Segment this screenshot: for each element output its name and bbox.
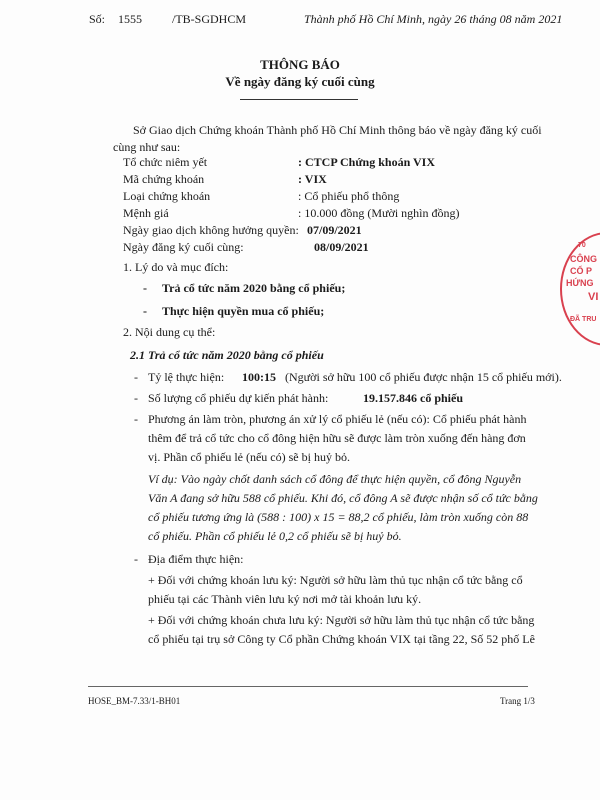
location-line-3: + Đối với chứng khoán chưa lưu ký: Người sở hữu làm thủ tục nhận cổ tức bằng [148,613,535,627]
field-value-par: : 10.000 đồng (Mười nghìn đồng) [298,206,460,220]
record-date-label: Ngày đăng ký cuối cùng: [123,240,244,254]
location-line-4: cổ phiếu tại trụ sở Công ty Cổ phần Chứng khoán VIX tại tầng 22, Số 52 phố Lê [148,632,535,646]
field-label-ticker: Mã chứng khoán [123,172,205,186]
location-line-2: phiếu tại các Thành viên lưu ký nơi mở tài khoản lưu ký. [148,592,422,606]
footer-form-code: HOSE_BM-7.33/1-BH01 [88,696,181,706]
bullet-dash: - [143,304,147,318]
page-subtitle: Về ngày đăng ký cuối cùng [225,74,375,89]
rounding-line-1: Phương án làm tròn, phương án xử lý cổ phiếu lẻ (nếu có): Cổ phiếu phát hành [148,412,527,426]
location-label: Địa điểm thực hiện: [148,552,244,566]
ratio-note: (Người sở hữu 100 cổ phiếu được nhận 15 cổ phiếu mới). [285,370,562,384]
company-seal-stamp [560,232,600,346]
bullet-dash: - [143,281,147,295]
intro-line-1: Sở Giao dịch Chứng khoán Thành phố Hồ Chí Minh thông báo về ngày đăng ký cuối [133,123,542,137]
location-line-1: + Đối với chứng khoán lưu ký: Người sở hữu làm thủ tục nhận cổ tức bằng cổ [148,573,523,587]
field-label-par: Mệnh giá [123,206,169,220]
place-date: Thành phố Hồ Chí Minh, ngày 26 tháng 08 năm 2021 [304,12,563,26]
intro-line-2: cùng như sau: [113,140,181,154]
field-value-issuer: : CTCP Chứng khoán VIX [298,155,436,169]
field-label-issuer: Tổ chức niêm yết [123,155,208,169]
rounding-line-3: vị. Phần cổ phiếu lẻ (nếu có) sẽ bị huỷ bỏ. [148,450,350,464]
rounding-line-2: thêm để trả cổ tức cho cổ đông hiện hữu sẽ được làm tròn xuống đến hàng đơn [148,431,526,445]
doc-number-label: Số: [89,12,106,26]
stamp-text: CỔ P [570,266,593,276]
ratio-value: 100:15 [242,370,276,384]
field-value-type: : Cổ phiếu phổ thông [298,189,400,203]
record-date-value: 08/09/2021 [314,240,369,254]
stamp-text: HỨNG [566,278,594,288]
stamp-text: 70 [578,242,586,249]
page-title: THÔNG BÁO [260,57,340,72]
example-line-2: Văn A đang sở hữu 588 cổ phiếu. Khi đó, cổ đông A sẽ được nhận số cổ tức bằng [148,491,538,505]
title-underline [240,99,358,100]
doc-code: /TB-SGDHCM [172,12,247,26]
purpose-dividend: Trả cổ tức năm 2020 bằng cổ phiếu; [162,281,346,295]
exright-date-label: Ngày giao dịch không hưởng quyền: [123,223,299,237]
field-label-type: Loại chứng khoán [123,189,211,203]
quantity-value: 19.157.846 cổ phiếu [363,391,464,405]
bullet-dash: - [134,552,138,566]
section-2-heading: 2. Nội dung cụ thể: [123,325,216,339]
stamp-text: CÔNG [570,254,597,264]
stamp-text: VI [588,291,599,303]
exright-date-value: 07/09/2021 [307,223,362,237]
bullet-dash: - [134,412,138,426]
footer-divider [88,686,528,687]
example-line-4: cổ phiếu. Phần cổ phiếu lẻ 0,2 cổ phiếu sẽ bị huỷ bỏ. [148,529,402,543]
stamp-text: ĐÃ TRU [570,316,597,323]
purpose-rights: Thực hiện quyền mua cổ phiếu; [162,304,325,318]
footer-page-number: Trang 1/3 [500,696,535,706]
example-line-1: Ví dụ: Vào ngày chốt danh sách cổ đông để thực hiện quyền, cổ đông Nguyễn [148,472,522,486]
example-line-3: cổ phiếu tương ứng là (588 : 100) x 15 = 88,2 cổ phiếu, làm tròn xuống còn 88 [148,510,529,524]
bullet-dash: - [134,370,138,384]
section-2-1-heading: 2.1 Trả cổ tức năm 2020 bằng cổ phiếu [130,348,324,362]
doc-number-value: 1555 [118,12,142,26]
ratio-label: Tỷ lệ thực hiện: [148,370,225,384]
field-value-ticker: : VIX [298,172,327,186]
quantity-label: Số lượng cổ phiếu dự kiến phát hành: [148,391,329,405]
section-1-heading: 1. Lý do và mục đích: [123,260,229,274]
bullet-dash: - [134,391,138,405]
